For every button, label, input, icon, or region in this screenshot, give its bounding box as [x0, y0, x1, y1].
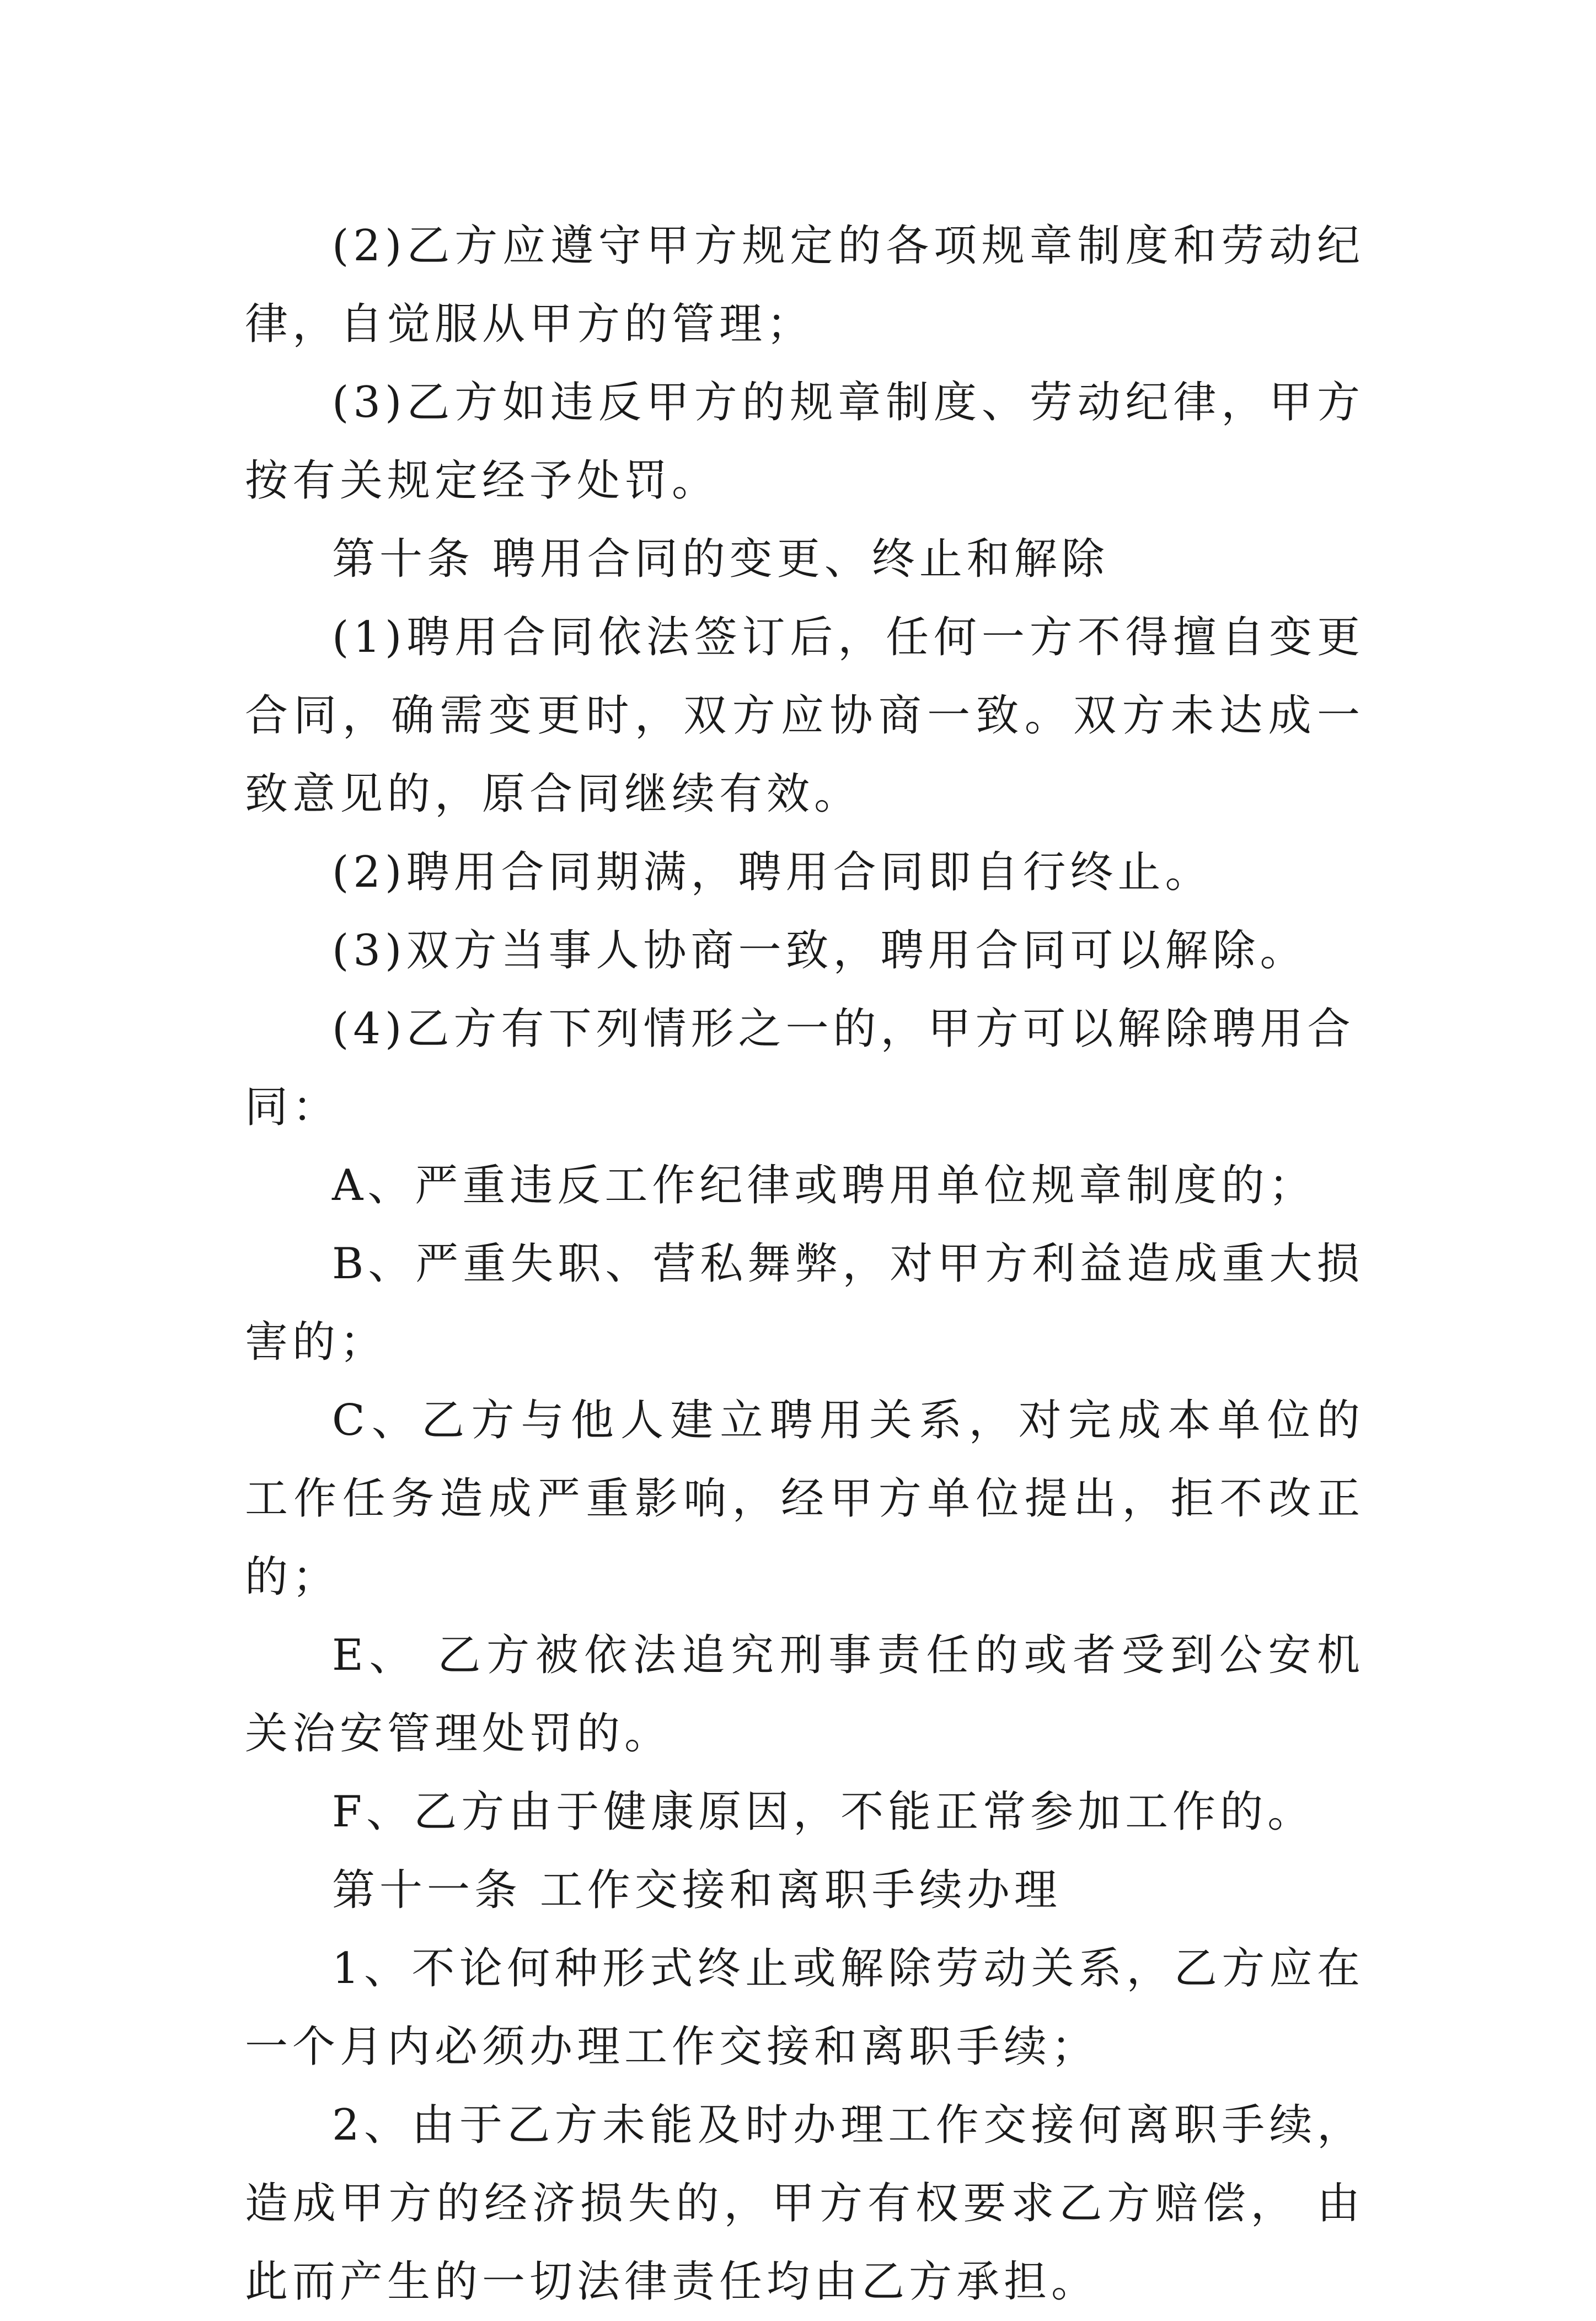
paragraph-article-10-4: (4)乙方有下列情形之一的，甲方可以解除聘用合同：: [245, 1004, 1355, 1132]
document-body: [245, 207, 1364, 2321]
paragraph-article-10-1: (1)聘用合同依法签订后，任何一方不得擅自变更合同，确需变更时，双方应协商一致。双方未达成一致意见的，原合同继续有效。: [245, 613, 1364, 819]
article-11-heading: 第十一条 工作交接和离职手续办理: [332, 1866, 1062, 1915]
list-item-b: B、严重失职、营私舞弊，对甲方利益造成重大损害的；: [245, 1239, 1364, 1367]
article-10-heading: 第十条 聘用合同的变更、终止和解除: [332, 534, 1109, 584]
paragraph-article-11-2: 2、由于乙方未能及时办理工作交接何离职手续，造成甲方的经济损失的，甲方有权要求乙方赔偿， 由此而产生的一切法律责任均由乙方承担。: [245, 2100, 1364, 2307]
paragraph-article-11-1: 1、不论何种形式终止或解除劳动关系，乙方应在一个月内必须办理工作交接和离职手续；: [245, 1944, 1364, 2072]
list-item-c: C、乙方与他人建立聘用关系，对完成本单位的工作任务造成严重影响，经甲方单位提出，拒不改正的；: [245, 1396, 1364, 1602]
list-item-a: A、严重违反工作纪律或聘用单位规章制度的；: [332, 1161, 1316, 1210]
paragraph-rule-2: (2)乙方应遵守甲方规定的各项规章制度和劳动纪律，自觉服从甲方的管理；: [245, 221, 1364, 349]
list-item-f: F、乙方由于健康原因，不能正常参加工作的。: [332, 1787, 1315, 1837]
paragraph-article-10-3: (3)双方当事人协商一致，聘用合同可以解除。: [332, 926, 1308, 975]
paragraph-article-10-2: (2)聘用合同期满，聘用合同即自行终止。: [332, 848, 1213, 897]
list-item-e: E、 乙方被依法追究刑事责任的或者受到公安机关治安管理处罚的。: [245, 1631, 1364, 1759]
paragraph-rule-3: (3)乙方如违反甲方的规章制度、劳动纪律，甲方按有关规定经予处罚。: [245, 378, 1364, 506]
